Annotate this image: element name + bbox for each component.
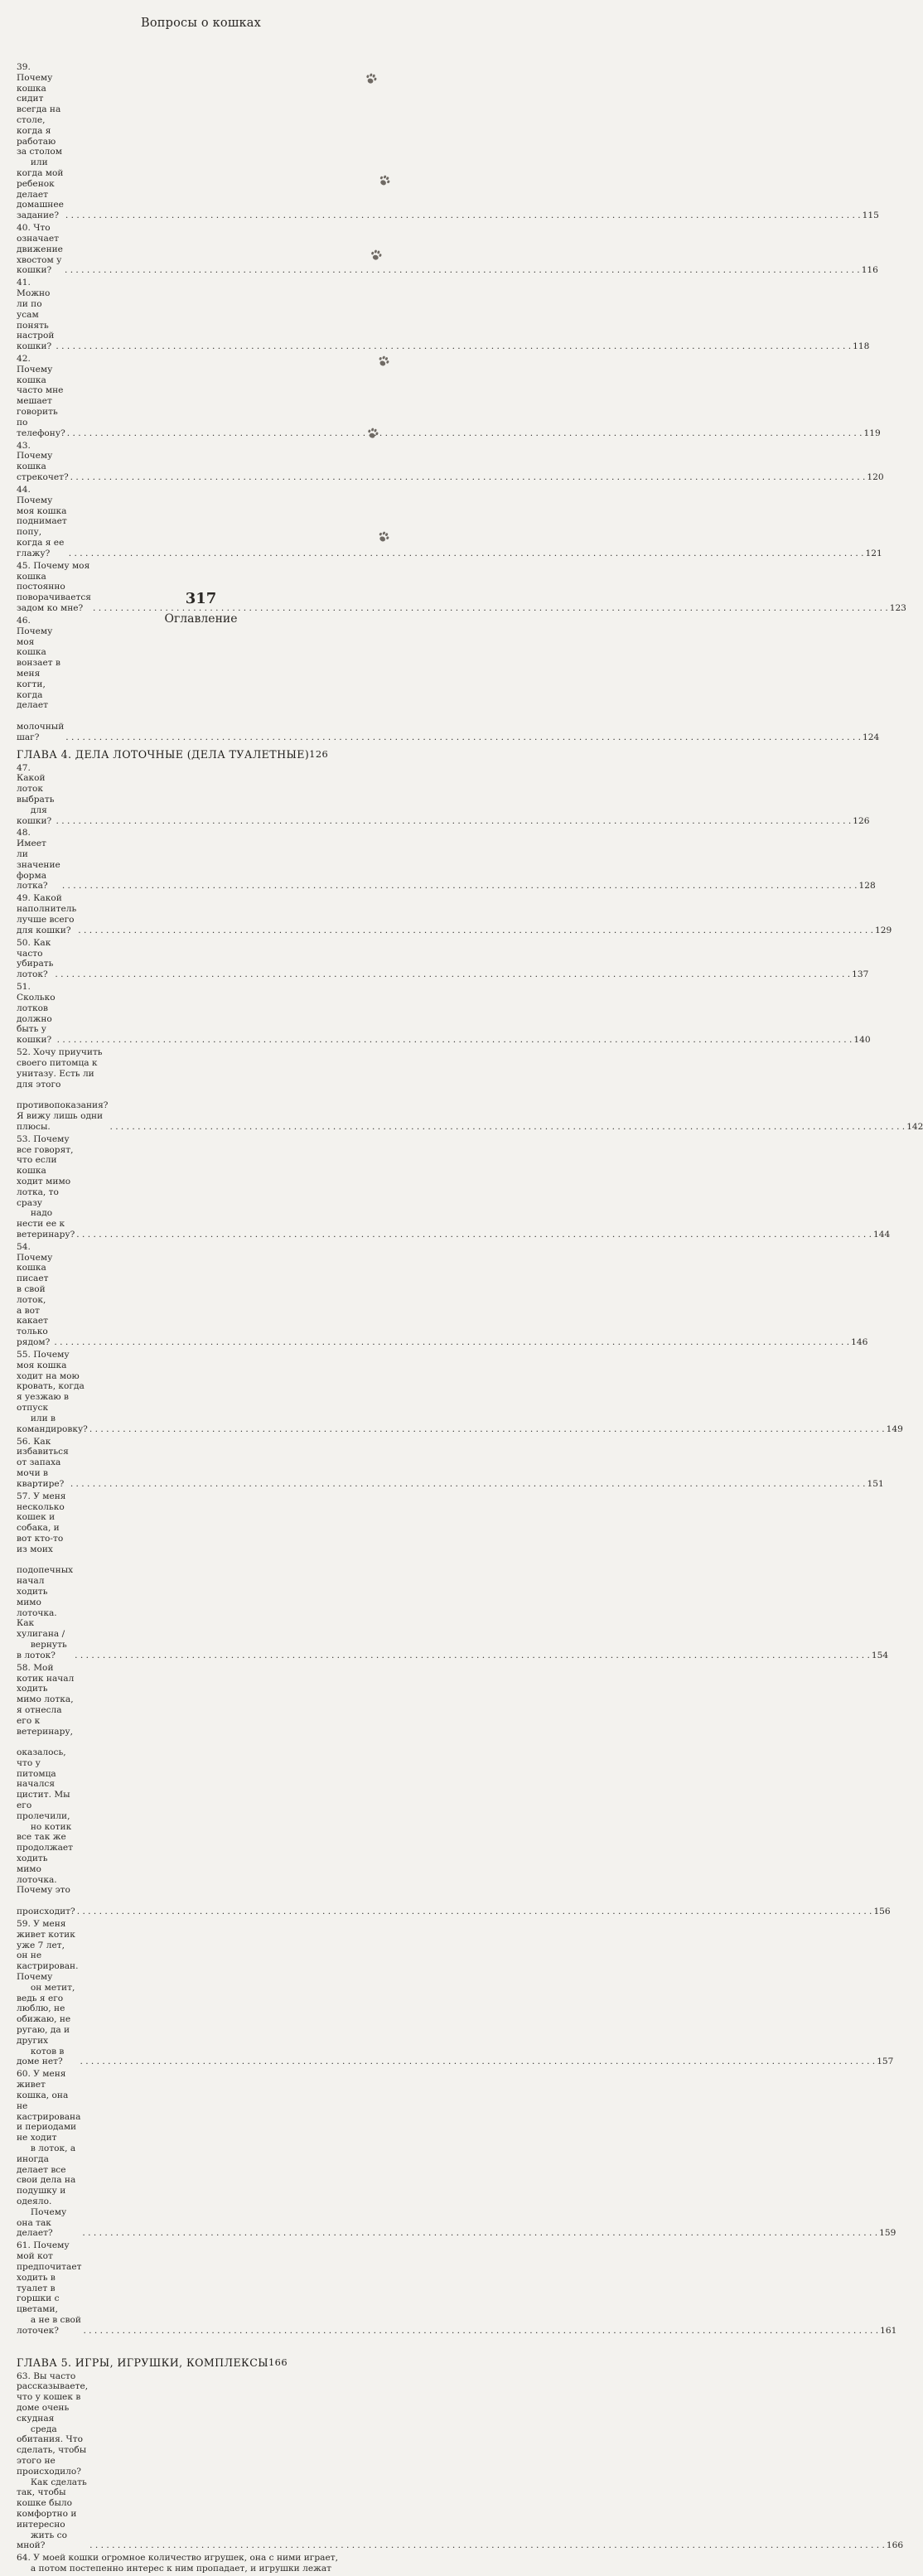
dot-leader [57,1035,853,1046]
paw-print-icon [375,528,393,546]
entry-title: 55. Почему моя кошка ходит на мою кровать, когда я уезжаю в отпуск или в командировку? [17,1350,88,1434]
toc-entry [17,2069,896,2239]
paw-print-icon [375,352,392,370]
dot-leader [54,1337,849,1348]
toc-entry [17,223,878,276]
running-head: Вопросы о кошках [140,17,262,30]
toc-block-chapter5 [17,2371,904,2574]
page-number: 128 [858,881,876,892]
chapter-5-heading [17,2356,350,2369]
page-number: 149 [886,1423,903,1434]
dot-leader [56,816,852,827]
entry-title: 52. Хочу приучить своего питомца к унитазу. Есть ли для этого противопоказания? Я вижу лишь одни плюсы. [17,1047,109,1132]
entry-title: 57. У меня несколько кошек и собака, и вот кто-то из моих подопечных начал ходить мимо лоточка. Как хулигана / вернуть в лоток? [17,1491,74,1660]
page-number: 121 [865,548,882,558]
page-number: 115 [862,210,879,221]
page-number: 151 [867,1478,884,1489]
toc-entry [17,2371,904,2552]
entry-title: 61. Почему мой кот предпочитает ходить в туалет в горшки с цветами, а не в свой лоточек? [17,2240,82,2336]
page-number: 120 [867,472,884,483]
entry-title: 51. Сколько лотков должно быть у кошки? [17,982,58,1046]
toc-entry [17,62,879,221]
toc-entry [17,937,869,980]
page-number: 123 [889,602,906,613]
toc-entry [17,1350,903,1434]
entry-title: 58. Мой котик начал ходить мимо лотка, я отнесла его к ветеринару, оказалось, что у питомца начался цистит. Мы его пролечили, но котик все так же продолжает ходить мимо лоточка. Почему это происходит? [17,1662,75,1917]
toc-entry [17,982,871,1046]
toc-entry [17,1241,868,1348]
page-number: 142 [906,1121,923,1132]
entry-title: 54. Почему кошка писает в свой лоток, а вот какает только рядом? [17,1241,56,1348]
toc-entry [17,1047,923,1132]
entry-title: 50. Как часто убирать лоток? [17,937,56,980]
toc-entry [17,2240,897,2336]
page-number: 144 [873,1229,891,1240]
entry-title: 42. Почему кошка часто мне мешает говорить по телефону? [17,354,66,438]
entry-title: 49. Какой наполнитель лучше всего для кошки? [17,893,80,935]
entry-title: 47. Какой лоток выбрать для кошки? [17,762,55,826]
dot-leader [70,472,866,483]
footer-title: Оглавление [164,612,238,626]
dot-leader [69,549,864,559]
toc-entry [17,615,880,743]
entry-title: 64. У моей кошки огромное количество игрушек, она с ними играет, а потом постепенно интерес к ним пропадает, и игрушки лежат [17,2553,338,2574]
toc-entry [17,485,882,559]
entry-title: 48. Имеет ли значение форма лотка? [17,828,64,892]
entry-title: 46. Почему моя кошка вонзает в меня когти, когда делает молочный шаг? [17,615,65,742]
toc-entry [17,1919,894,2067]
toc-entry [17,828,876,892]
paw-print-icon [368,247,384,263]
dot-leader [65,210,861,221]
entry-title: 41. Можно ли по усам понять настрой кошки? [17,278,57,352]
dot-leader [80,2056,875,2067]
entry-title: 63. Вы часто рассказываете, что у кошек в доме очень скудная среда обитания. Что сделать, чтобы этого не происходило? Как сделать так, чтобы кошке было комфортно и интересно жить со мной? [17,2371,89,2551]
toc-entry [17,893,892,935]
paw-print-icon [365,425,381,442]
toc-entry [17,762,870,827]
dot-leader [78,926,873,936]
entry-title: 40. Что означает движение хвостом у кошки? [17,223,66,276]
dot-leader [109,1122,905,1133]
entry-title: 39. Почему кошка сидит всегда на столе, когда я работаю за столом или когда мой ребенок делает домашнее задание? [17,62,64,221]
page-number: 119 [863,428,881,438]
dot-leader [89,1424,885,1435]
page-number: 116 [861,265,878,276]
entry-title: 53. Почему все говорят, что если кошка ходит мимо лотка, то сразу надо нести ее к ветеринару? [17,1133,75,1240]
page-number: 166 [268,2356,288,2368]
dot-leader [67,428,863,439]
page-number: 157 [877,2056,894,2067]
toc-entry [17,1662,891,1917]
entry-title: 43. Почему кошка стрекочет? [17,440,69,483]
page-number: 140 [853,1035,871,1046]
dot-leader [56,341,851,352]
page-number: 161 [880,2325,897,2336]
toc-block-chapter4 [17,762,923,2337]
page-number: 126 [309,747,329,760]
page-number: 124 [863,732,880,742]
chapter-title: ГЛАВА 5. ИГРЫ, ИГРУШКИ, КОМПЛЕКСЫ [17,2356,269,2369]
entry-title: 56. Как избавиться от запаха мочи в квартире? [17,1436,72,1489]
dot-leader [62,881,858,892]
dot-leader [82,2228,877,2239]
dot-leader [70,1479,866,1490]
page-number: 159 [879,2228,896,2239]
chapter-4-heading [17,748,350,761]
paw-print-icon [375,172,394,190]
toc-entry [17,440,884,483]
toc-entry [17,354,881,438]
page-number: 156 [873,1907,891,1917]
dot-leader [55,969,850,980]
toc-entry [17,1436,884,1490]
page-number: 154 [871,1650,889,1660]
table-of-contents [17,62,923,2576]
dot-leader [75,1650,870,1661]
toc-entry [17,1491,889,1661]
toc-block-chapter3-end [17,62,906,743]
page-number: 146 [851,1337,868,1348]
page-folio: 317 [185,590,217,607]
dot-leader [83,2326,878,2337]
entry-title: 44. Почему моя кошка поднимает попу, когда я ее глажу? [17,485,70,558]
dot-leader [89,2540,885,2551]
page-number: 137 [852,969,869,980]
dot-leader [65,732,861,743]
paw-print-icon [363,70,380,88]
dot-leader [76,1230,872,1240]
dot-leader [65,265,860,276]
entry-title: 45. Почему моя кошка постоянно поворачивается задом ко мне? [17,560,94,613]
toc-entry [17,1133,891,1240]
page-number: 129 [875,925,892,935]
dot-leader [77,1907,872,1917]
toc-entry [17,2553,350,2574]
page-number: 118 [853,341,870,352]
toc-entry [17,278,870,352]
entry-title: 60. У меня живет кошка, она не кастрирована и периодами не ходит в лоток, а иногда делает все свои дела на подушку и одеяло. Почему она так делает? [17,2069,81,2239]
page-number: 126 [853,815,870,826]
entry-title: 59. У меня живет котик уже 7 лет, он не кастрирован. Почему он метит, ведь я его люблю, не обижаю, не ругаю, да и других котов в доме нет? [17,1919,79,2067]
page-number: 166 [886,2540,904,2551]
chapter-title: ГЛАВА 4. ДЕЛА ЛОТОЧНЫЕ (ДЕЛА ТУАЛЕТНЫЕ) [17,747,310,761]
